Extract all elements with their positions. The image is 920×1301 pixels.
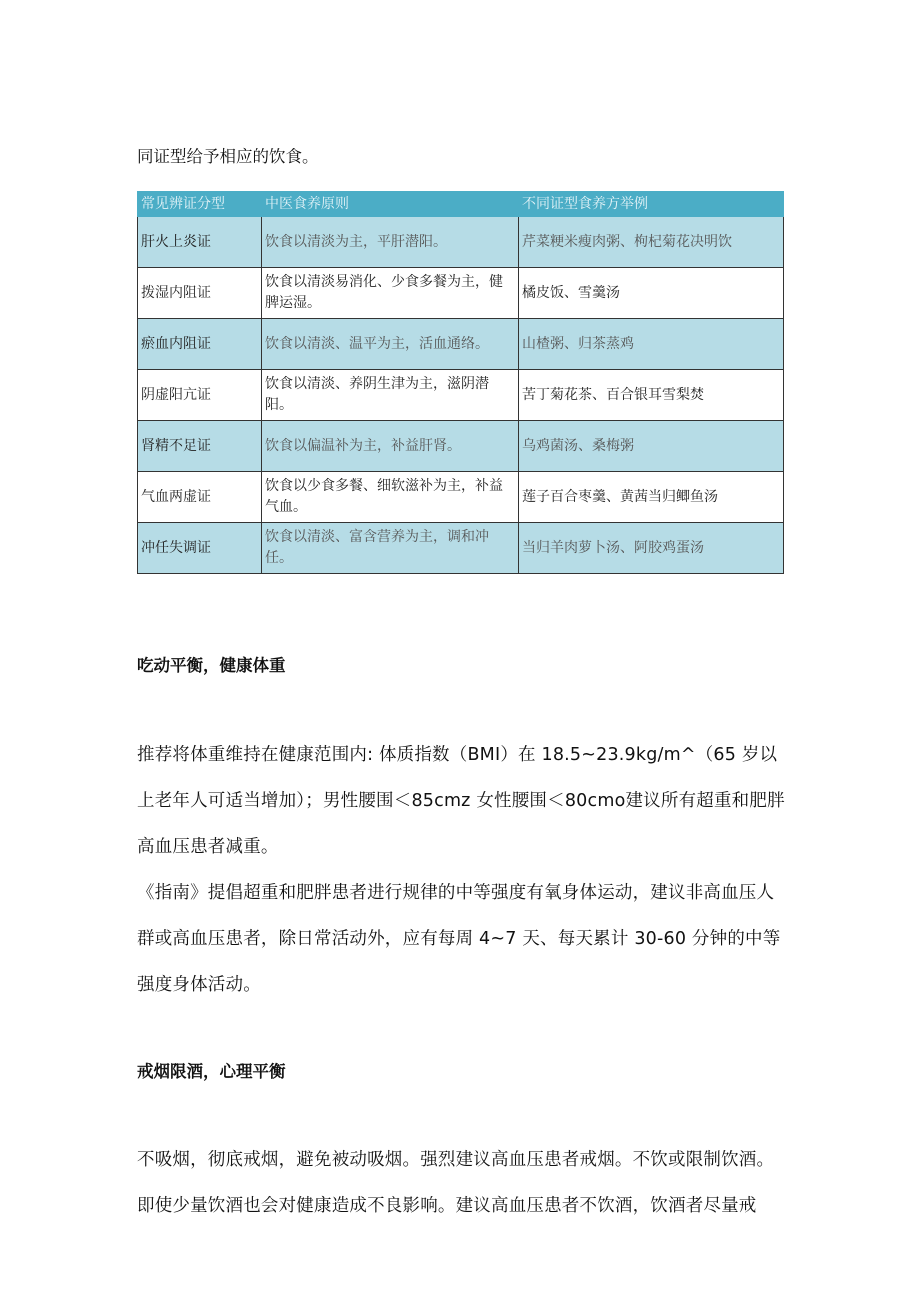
diet-table (137, 191, 784, 574)
table-row (138, 523, 784, 574)
table-row (138, 217, 784, 268)
table-row (138, 421, 784, 472)
cell-type: 瘀血内阻证 (138, 319, 262, 370)
cell-recipe: 山楂粥、归茶蒸鸡 (519, 319, 784, 370)
section-heading-weight: 吃动平衡，健康体重 (137, 656, 286, 675)
cell-principle: 饮食以清淡、养阴生津为主，滋阴潜阳。 (262, 370, 519, 421)
cell-recipe: 莲子百合枣羹、黄茜当归鲫鱼汤 (519, 472, 784, 523)
table-row (138, 370, 784, 421)
cell-principle: 饮食以偏温补为主，补益肝肾。 (262, 421, 519, 472)
header-type: 常见辨证分型 (138, 192, 262, 217)
cell-type: 冲任失调证 (138, 523, 262, 574)
table-row (138, 472, 784, 523)
header-principle: 中医食养原则 (262, 192, 519, 217)
cell-recipe: 当归羊肉萝卜汤、阿胶鸡蛋汤 (519, 523, 784, 574)
cell-recipe: 苦丁菊花茶、百合银耳雪梨焚 (519, 370, 784, 421)
section-heading-smoking: 戒烟限酒，心理平衡 (137, 1062, 286, 1081)
cell-type: 阴虚阳亢证 (138, 370, 262, 421)
cell-recipe: 芹菜粳米瘦肉粥、枸杞菊花决明饮 (519, 217, 784, 268)
cell-principle: 饮食以清淡易消化、少食多餐为主，健脾运湿。 (262, 268, 519, 319)
cell-type: 肾精不足证 (138, 421, 262, 472)
cell-principle: 饮食以清淡、富含营养为主，调和冲任。 (262, 523, 519, 574)
cell-principle: 饮食以清淡、温平为主，活血通络。 (262, 319, 519, 370)
cell-principle: 饮食以少食多餐、细软滋补为主，补益气血。 (262, 472, 519, 523)
cell-type: 气血两虚证 (138, 472, 262, 523)
cell-type: 拨湿内阻证 (138, 268, 262, 319)
intro-text: 同证型给予相应的饮食。 (137, 147, 319, 166)
paragraph-exercise: 《指南》提倡超重和肥胖患者进行规律的中等强度有氧身体运动，建议非高血压人群或高血压患者，除日常活动外，应有每周 4~7 天、每天累计 30-60 分钟的中等强度身体活动。 (137, 883, 781, 995)
cell-principle: 饮食以清淡为主，平肝潜阳。 (262, 217, 519, 268)
table-header-row (138, 192, 784, 217)
paragraph-bmi: 推荐将体重维持在健康范围内: 体质指数（BMI）在 18.5~23.9kg/m^（65 岁以上老年人可适当增加）；男性腰围＜85cmz 女性腰围＜80cmo建议所有超重和肥胖高血压患者减重。 (137, 745, 785, 857)
table-row (138, 268, 784, 319)
paragraph-smoking: 不吸烟，彻底戒烟，避免被动吸烟。强烈建议高血压患者戒烟。不饮或限制饮酒。即使少量饮酒也会对健康造成不良影响。建议高血压患者不饮酒，饮酒者尽量戒 (137, 1150, 775, 1216)
table-row (138, 319, 784, 370)
cell-recipe: 橘皮饭、雪羹汤 (519, 268, 784, 319)
cell-type: 肝火上炎证 (138, 217, 262, 268)
header-recipe: 不同证型食养方举例 (519, 192, 784, 217)
cell-recipe: 乌鸡菌汤、桑梅粥 (519, 421, 784, 472)
